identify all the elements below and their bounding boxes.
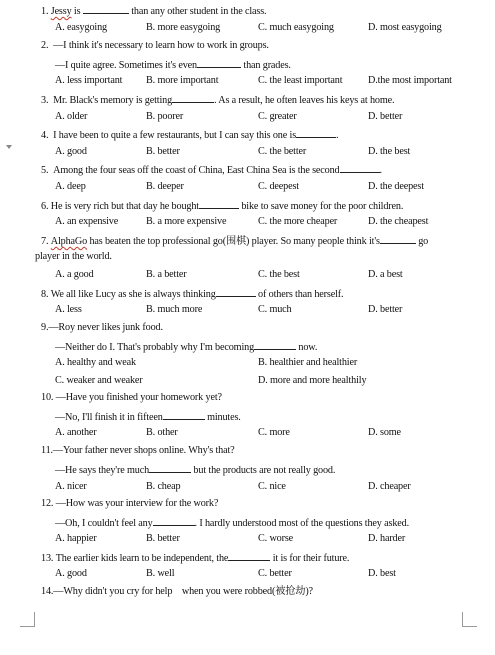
question-10-option-d: D. some: [368, 427, 401, 438]
question-11-line1: 11.—Your father never shops online. Why's that?: [41, 445, 235, 456]
question-1-option-d: D. most easygoing: [368, 22, 442, 33]
question-2-option-c: C. the least important: [258, 75, 343, 86]
question-10-line2: —No, I'll finish it in fifteen minutes.: [55, 412, 241, 423]
answer-blank: [216, 287, 256, 297]
question-8-option-a: A. less: [55, 304, 82, 315]
question-9-line2: —Neither do I. That's probably why I'm becoming now.: [55, 342, 318, 353]
question-10-option-b: B. other: [146, 427, 178, 438]
question-12-option-a: A. happier: [55, 533, 97, 544]
answer-blank: [163, 410, 205, 420]
question-10-option-c: C. more: [258, 427, 290, 438]
question-3-option-d: D. better: [368, 111, 403, 122]
question-6-option-b: B. a more expensive: [146, 216, 227, 227]
question-4-option-d: D. the best: [368, 146, 411, 157]
question-13-option-b: B. well: [146, 568, 175, 579]
answer-blank: [340, 163, 380, 173]
question-4-stem: 4. I have been to quite a few restaurants, but I can say this one is .: [41, 130, 339, 141]
question-1-option-b: B. more easygoing: [146, 22, 221, 33]
question-12-option-b: B. better: [146, 533, 180, 544]
question-1-option-a: A. easygoing: [55, 22, 107, 33]
question-4-option-b: B. better: [146, 146, 180, 157]
question-11-option-a: A. nicer: [55, 481, 87, 492]
question-2-option-d: D.the most important: [368, 75, 452, 86]
question-12-option-c: C. worse: [258, 533, 294, 544]
question-13-option-a: A. good: [55, 568, 87, 579]
question-3-option-b: B. poorer: [146, 111, 184, 122]
question-6-option-c: C. the more cheaper: [258, 216, 338, 227]
answer-blank: [149, 463, 191, 473]
question-5-option-d: D. the deepest: [368, 181, 424, 192]
question-11-option-c: C. nice: [258, 481, 286, 492]
question-6-option-a: A. an expensive: [55, 216, 119, 227]
question-8-option-b: B. much more: [146, 304, 203, 315]
question-13-option-c: C. better: [258, 568, 292, 579]
question-8-stem: 8. We all like Lucy as she is always thinking of others than herself.: [41, 289, 344, 300]
question-4-option-a: A. good: [55, 146, 87, 157]
question-6-stem: 6. He is very rich but that day he bought bike to save money for the poor children.: [41, 201, 404, 212]
question-10-option-a: A. another: [55, 427, 97, 438]
question-13-option-d: D. best: [368, 568, 396, 579]
answer-blank: [296, 128, 336, 138]
question-4-option-c: C. the better: [258, 146, 307, 157]
answer-blank: [197, 58, 241, 68]
question-2-line1: 2. —I think it's necessary to learn how to work in groups.: [41, 40, 269, 51]
question-13-stem: 13. The earlier kids learn to be independent, the it is for their future.: [41, 553, 350, 564]
question-3-option-c: C. greater: [258, 111, 297, 122]
question-3-stem: 3. Mr. Black's memory is getting . As a result, he often leaves his keys at home.: [41, 95, 395, 106]
question-11-option-d: D. cheaper: [368, 481, 411, 492]
answer-blank: [153, 516, 195, 526]
question-8-option-d: D. better: [368, 304, 403, 315]
question-9-option-a: A. healthy and weak: [55, 357, 136, 368]
question-3-option-a: A. older: [55, 111, 88, 122]
question-6-option-d: D. the cheapest: [368, 216, 429, 227]
question-7-stem-continued: player in the world.: [35, 251, 112, 262]
question-11-option-b: B. cheap: [146, 481, 181, 492]
question-7-option-d: D. a best: [368, 269, 403, 280]
question-12-option-d: D. harder: [368, 533, 406, 544]
answer-blank: [172, 93, 214, 103]
question-9-option-c: C. weaker and weaker: [55, 375, 143, 386]
question-10-line1: 10. —Have you finished your homework yet?: [41, 392, 222, 403]
question-7-option-a: A. a good: [55, 269, 94, 280]
answer-blank: [254, 340, 296, 350]
question-5-option-c: C. deepest: [258, 181, 299, 192]
question-9-line1: 9.—Roy never likes junk food.: [41, 322, 163, 333]
question-9-option-b: B. healthier and healthier: [258, 357, 358, 368]
question-14-line1: 14.—Why didn't you cry for help when you were robbed(被抢劫)?: [41, 586, 313, 597]
question-11-line2: —He says they're much but the products are not really good.: [55, 465, 336, 476]
answer-blank: [83, 4, 129, 14]
question-7-option-b: B. a better: [146, 269, 187, 280]
question-5-option-a: A. deep: [55, 181, 86, 192]
answer-blank: [228, 551, 270, 561]
question-2-line2: —I quite agree. Sometimes it's even than grades.: [55, 60, 291, 71]
question-12-line2: —Oh, I couldn't feel any . I hardly understood most of the questions they asked.: [55, 518, 409, 529]
question-1-option-c: C. much easygoing: [258, 22, 334, 33]
margin-marker-icon: [6, 145, 12, 149]
answer-blank: [380, 234, 416, 244]
page-corner-mark: [462, 612, 477, 627]
question-2-option-a: A. less important: [55, 75, 123, 86]
page-corner-mark: [20, 612, 35, 627]
question-2-option-b: B. more important: [146, 75, 219, 86]
question-1-stem: 1. Jessy is than any other student in the class.: [41, 6, 267, 17]
answer-blank: [199, 199, 239, 209]
question-7-option-c: C. the best: [258, 269, 300, 280]
question-9-option-d: D. more and more healthily: [258, 375, 367, 386]
question-5-stem: 5. Among the four seas off the coast of China, East China Sea is the second .: [41, 165, 382, 176]
question-8-option-c: C. much: [258, 304, 292, 315]
question-7-stem: 7. AlphaGo has beaten the top professional go(围棋) player. So many people think it's go: [41, 236, 429, 247]
question-5-option-b: B. deeper: [146, 181, 184, 192]
question-12-line1: 12. —How was your interview for the work?: [41, 498, 219, 509]
